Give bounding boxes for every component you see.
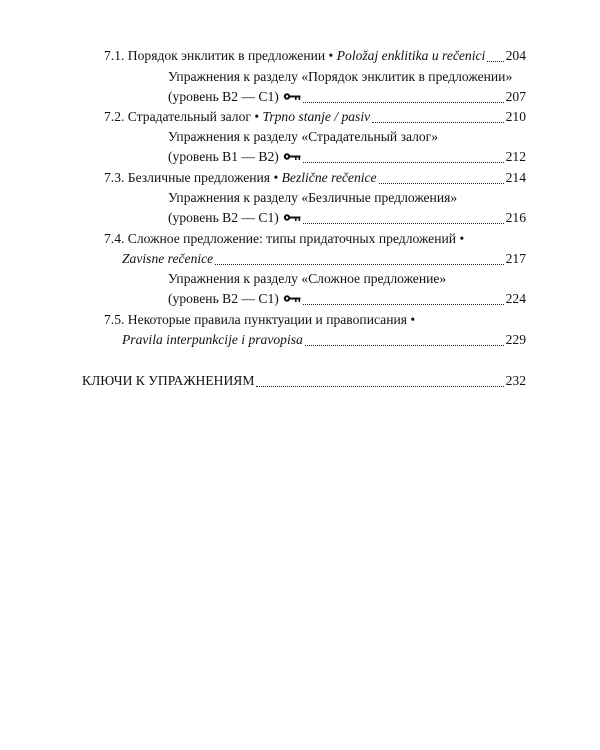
- leader-dots: [372, 122, 503, 123]
- exercise-heading-7-1: Упражнения к разделу «Порядок энклитик в предложении»: [168, 69, 513, 84]
- entry-title-serbian: Položaj enklitika u rečenici: [336, 48, 486, 63]
- key-icon: [283, 152, 301, 161]
- leader-dots: [305, 345, 504, 346]
- toc-exercise-7-1[interactable]: [168, 88, 526, 106]
- leader-dots: [487, 61, 503, 62]
- entry-title-serbian: Zavisne rečenice: [122, 251, 214, 266]
- entry-number: 7.3.: [104, 170, 125, 185]
- page-number: 229: [505, 332, 526, 347]
- exercise-heading-7-3: Упражнения к разделу «Безличные предложения»: [168, 190, 458, 205]
- toc-entry-7-3[interactable]: [104, 169, 526, 187]
- level-label: (уровень В1 — В2): [168, 149, 279, 164]
- page-number: 217: [505, 251, 526, 266]
- entry-number: 7.2.: [104, 109, 125, 124]
- toc-exercise-7-4[interactable]: [168, 290, 526, 308]
- toc-entry-7-4-heading[interactable]: [104, 230, 464, 248]
- entry-number: 7.1.: [104, 48, 125, 63]
- leader-dots: [379, 183, 504, 184]
- bullet: •: [410, 312, 416, 327]
- level-label: (уровень В2 — С1): [168, 89, 279, 104]
- exercise-heading-7-4: Упражнения к разделу «Сложное предложение»: [168, 271, 447, 286]
- toc-exercise-7-2[interactable]: [168, 148, 526, 166]
- entry-title: Страдательный залог: [127, 109, 251, 124]
- toc-entry-keys[interactable]: [82, 372, 526, 390]
- bullet: •: [254, 109, 260, 124]
- page-number: 204: [505, 48, 526, 63]
- key-icon: [283, 294, 301, 303]
- leader-dots: [303, 223, 504, 224]
- entry-title-serbian: Pravila interpunkcije i pravopisa: [122, 332, 303, 347]
- toc-entry-7-1[interactable]: [104, 47, 526, 65]
- leader-dots: [215, 264, 503, 265]
- toc-entry-7-2[interactable]: [104, 108, 526, 126]
- page-number: 216: [505, 210, 526, 225]
- entry-title-serbian: Trpno stanje / pasiv: [262, 109, 371, 124]
- leader-dots: [303, 304, 504, 305]
- toc-entry-7-4[interactable]: [122, 250, 526, 268]
- page-number: 212: [505, 149, 526, 164]
- entry-number: 7.4.: [104, 231, 125, 246]
- entry-title: КЛЮЧИ К УПРАЖНЕНИЯМ: [82, 373, 255, 388]
- page-number: 214: [505, 170, 526, 185]
- page-number: 207: [505, 89, 526, 104]
- entry-title-serbian: Bezlične rečenice: [281, 170, 377, 185]
- page-number: 224: [505, 291, 526, 306]
- exercise-heading-7-2: Упражнения к разделу «Страдательный залог»: [168, 129, 439, 144]
- entry-title: Некоторые правила пунктуации и правописания: [127, 312, 408, 327]
- page-number: 232: [505, 373, 526, 388]
- bullet: •: [328, 48, 334, 63]
- level-label: (уровень В2 — С1): [168, 291, 279, 306]
- leader-dots: [303, 102, 504, 103]
- toc-exercise-7-3[interactable]: [168, 209, 526, 227]
- toc-entry-7-5[interactable]: [122, 331, 526, 349]
- key-icon: [283, 92, 301, 101]
- page-number: 210: [505, 109, 526, 124]
- entry-title: Порядок энклитик в предложении: [127, 48, 326, 63]
- bullet: •: [273, 170, 279, 185]
- toc-entry-7-5-heading[interactable]: [104, 311, 415, 329]
- leader-dots: [256, 386, 503, 387]
- entry-title: Сложное предложение: типы придаточных предложений: [127, 231, 457, 246]
- level-label: (уровень В2 — С1): [168, 210, 279, 225]
- bullet: •: [459, 231, 465, 246]
- leader-dots: [303, 162, 504, 163]
- entry-title: Безличные предложения: [127, 170, 271, 185]
- entry-number: 7.5.: [104, 312, 125, 327]
- key-icon: [283, 213, 301, 222]
